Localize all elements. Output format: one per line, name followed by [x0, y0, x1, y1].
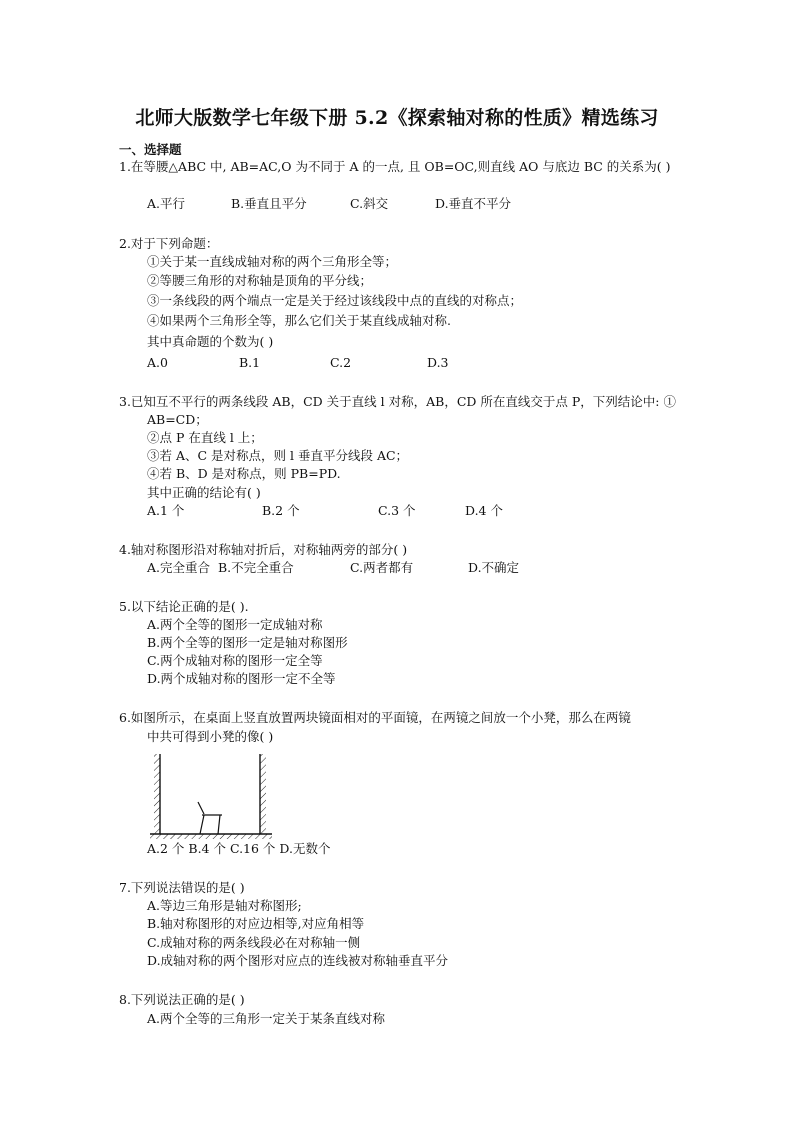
- q4-option-d: D.不确定: [468, 560, 520, 575]
- q3-item-1: AB=CD；: [147, 412, 208, 427]
- table-hatching: [150, 834, 272, 839]
- q4-option-a: A.完全重合: [147, 560, 211, 575]
- q6-options: A.2 个 B.4 个 C.16 个 D.无数个: [147, 841, 331, 856]
- q6-stem: 6.如图所示，在桌面上竖直放置两块镜面相对的平面镜，在两镜之间放一个小凳，那么在两镜: [119, 710, 631, 725]
- q3-ask: 其中正确的结论有( ): [147, 485, 261, 500]
- q7-option-a: A.等边三角形是轴对称图形;: [147, 898, 302, 913]
- q1-stem: 1.在等腰△ABC 中, AB=AC,O 为不同于 A 的一点, 且 OB=OC,则直线 AO 与底边 BC 的关系为( ): [119, 159, 671, 174]
- q2-option-b: B.1: [239, 355, 261, 370]
- q4-stem: 4.轴对称图形沿对称轴对折后，对称轴两旁的部分( ): [119, 542, 408, 557]
- q2-stem: 2.对于下列命题：: [119, 236, 219, 251]
- q6-stem-continued: 中共可得到小凳的像( ): [147, 729, 274, 744]
- q3-option-b: B.2 个: [262, 503, 300, 518]
- q7-option-d: D.成轴对称的两个图形对应点的连线被对称轴垂直平分: [147, 953, 449, 968]
- q3-option-d: D.4 个: [465, 503, 503, 518]
- q2-item-1: ①关于某一直线成轴对称的两个三角形全等；: [147, 254, 398, 269]
- q5-stem: 5.以下结论正确的是( ).: [119, 599, 249, 614]
- q1-option-c: C.斜交: [350, 196, 389, 211]
- stool-drawing: [198, 802, 222, 834]
- left-mirror-hatching: [154, 754, 160, 834]
- q5-option-a: A.两个全等的图形一定成轴对称: [147, 617, 323, 632]
- q3-item-3: ③若 A、C 是对称点，则 l 垂直平分线段 AC；: [147, 448, 409, 463]
- q4-option-c: C.两者都有: [350, 560, 414, 575]
- q5-option-b: B.两个全等的图形一定是轴对称图形: [147, 635, 348, 650]
- q1-option-b: B.垂直且平分: [231, 196, 307, 211]
- q2-item-3: ③一条线段的两个端点一定是关于经过该线段中点的直线的对称点；: [147, 293, 523, 308]
- right-mirror-hatching: [260, 754, 266, 834]
- q4-option-b: B.不完全重合: [218, 560, 294, 575]
- q2-option-d: D.3: [427, 355, 449, 370]
- q3-item-4: ④若 B、D 是对称点，则 PB=PD.: [147, 466, 341, 481]
- q1-option-d: D.垂直不平分: [435, 196, 512, 211]
- q7-option-b: B.轴对称图形的对应边相等,对应角相等: [147, 916, 365, 931]
- q2-item-2: ②等腰三角形的对称轴是顶角的平分线；: [147, 273, 373, 288]
- q3-stem: 3.已知互不平行的两条线段 AB，CD 关于直线 l 对称，AB，CD 所在直线交于点 P，下列结论中: ①: [119, 394, 676, 409]
- q7-option-c: C.成轴对称的两条线段必在对称轴一侧: [147, 935, 361, 950]
- document-title: 北师大版数学七年级下册 5.2《探索轴对称的性质》精选练习: [135, 107, 659, 129]
- mirror-stool-figure: [148, 748, 278, 840]
- q2-ask: 其中真命题的个数为( ): [147, 334, 274, 349]
- q3-option-c: C.3 个: [378, 503, 416, 518]
- q3-option-a: A.1 个: [147, 503, 185, 518]
- q8-stem: 8.下列说法正确的是( ): [119, 992, 245, 1007]
- section-heading: 一、选择题: [119, 142, 182, 157]
- q8-option-a: A.两个全等的三角形一定关于某条直线对称: [147, 1011, 386, 1026]
- q5-option-c: C.两个成轴对称的图形一定全等: [147, 653, 323, 668]
- q7-stem: 7.下列说法错误的是( ): [119, 880, 245, 895]
- q3-item-2: ②点 P 在直线 l 上；: [147, 430, 263, 445]
- q1-option-a: A.平行: [147, 196, 186, 211]
- q2-option-c: C.2: [330, 355, 352, 370]
- q5-option-d: D.两个成轴对称的图形一定不全等: [147, 671, 336, 686]
- q2-item-4: ④如果两个三角形全等，那么它们关于某直线成轴对称.: [147, 313, 451, 328]
- q2-option-a: A.0: [147, 355, 168, 370]
